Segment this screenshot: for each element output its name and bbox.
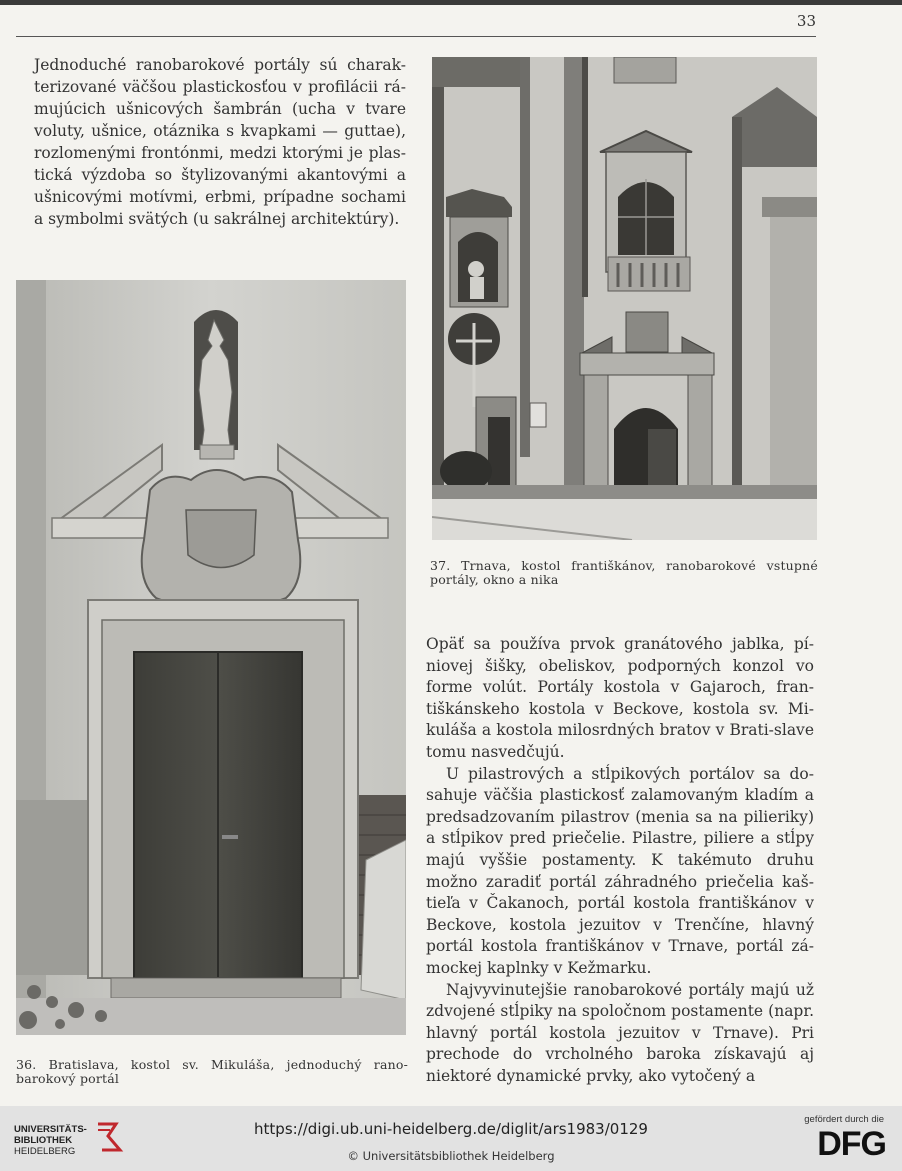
body-text-column	[426, 634, 814, 1087]
body-paragraph-1: Opäť sa používa prvok granátového jablka, pí-niovej šišky, obeliskov, podporných konzol vo forme volút. Portály kostola v Gajaroch, fran-tiškánskeho kostola v Beckove, kostola sv. Mi-kuláša a kostola milosrdných bratov v Brati-slave tomu nasvedčujú.	[426, 635, 814, 761]
body-paragraph-3: Najvyvinutejšie ranobarokové portály majú už zdvojené stĺpiky na spoločnom postamente (napr. hlavný portál kostola jezuitov v Trnave). Pri prechode do vrcholného baroka získavajú aj niektoré dynamické prvky, ako vytočený a	[426, 980, 814, 1085]
figure-37-illustration	[432, 57, 817, 540]
copyright-notice: © Universitätsbibliothek Heidelberg	[347, 1149, 555, 1163]
intro-paragraph	[34, 54, 406, 230]
figure-36-photo	[16, 280, 406, 1035]
library-name-line3: HEIDELBERG	[14, 1146, 76, 1157]
footer-bar	[0, 1106, 902, 1171]
figure-37-photo	[432, 57, 817, 540]
dfg-logo: DFG	[817, 1125, 886, 1163]
intro-paragraph-text: Jednoduché ranobarokové portály sú charak-terizované väčšou plastickosťou v profilácii rá-mujúcich ušnicových šambrán (ucha v tvare voluty, ušnice, otáznika s kvapkami — guttae), rozlomenými frontónmi, medzi ktorými je plas-tická výzdoba so štylizovanými akantovými a ušnicovými motívmi, erbmi, prípadne sochami a symbolmi svätých (u sakrálnej architektúry).	[34, 56, 406, 228]
funding-label: gefördert durch die	[804, 1114, 884, 1125]
figure-36-caption: 36. Bratislava, kostol sv. Mikuláša, jednoduchý rano-barokový portál	[16, 1057, 408, 1086]
header-rule	[16, 36, 816, 37]
top-scan-edge	[0, 0, 902, 5]
figure-36-illustration	[16, 280, 406, 1035]
document-url-link[interactable]: https://digi.ub.uni-heidelberg.de/diglit/ars1983/0129	[254, 1120, 648, 1138]
body-paragraph-2: U pilastrových a stĺpikových portálov sa do-sahuje väčšia plastickosť zalamovaným kladím a predsadzovaním pilastrov (menia sa na pilieriky) a stĺpikov pred priečelie. Pilastre, piliere a stĺpy majú vyššie postamenty. K takémuto druhu možno zaradiť portál záhradného priečelia kaš-tieľa v Čakanoch, portál kostola františkánov v Beckove, kostola jezuitov v Trenčíne, hlavný portál kostola františkánov v Trnave, portál zá-mockej kaplnky v Kežmarku.	[426, 764, 814, 977]
library-name-line1: UNIVERSITÄTS-	[14, 1124, 87, 1135]
page-number: 33	[796, 12, 816, 30]
figure-37-caption: 37. Trnava, kostol františkánov, ranobarokové vstupné portály, okno a nika	[430, 558, 818, 587]
library-name-line2: BIBLIOTHEK	[14, 1135, 73, 1146]
